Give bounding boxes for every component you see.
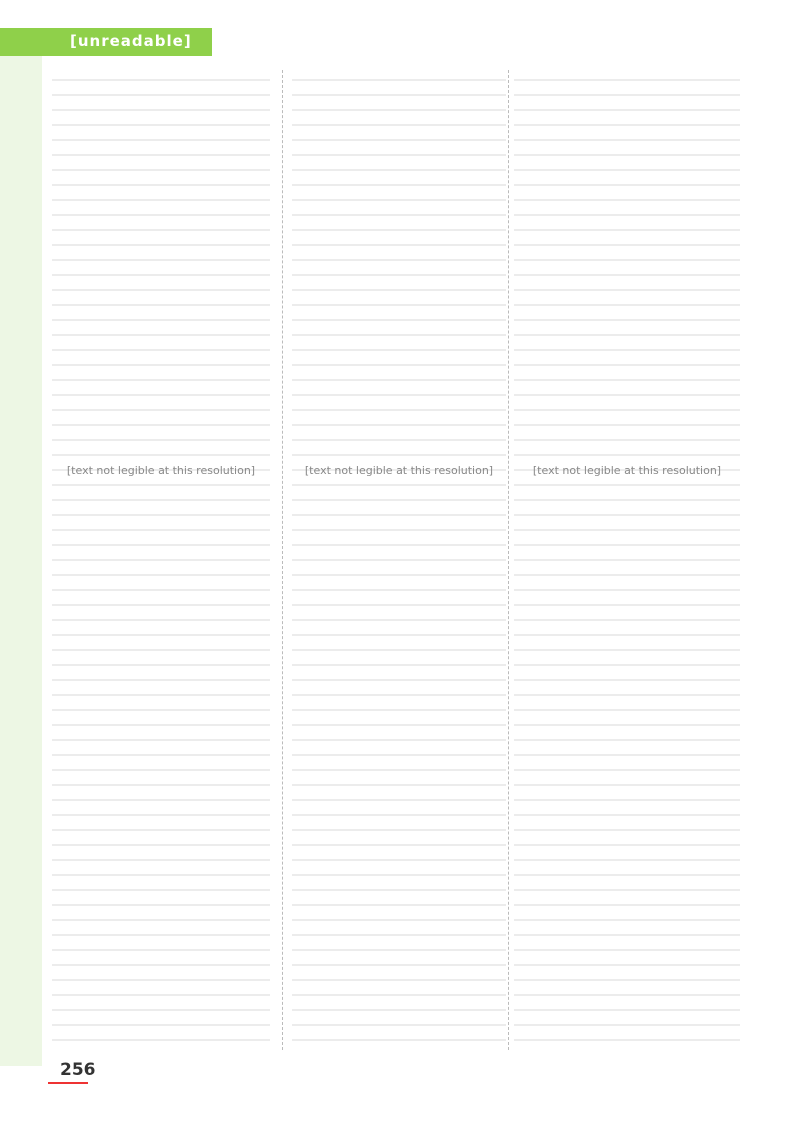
text-block: [52, 70, 270, 1050]
unreadable-note: [text not legible at this resolution]: [532, 464, 722, 477]
column-divider: [508, 70, 509, 1050]
page-number-underline: [48, 1082, 88, 1084]
text-block: [292, 70, 506, 1050]
unreadable-note: [text not legible at this resolution]: [304, 464, 494, 477]
left-margin-band: [0, 56, 42, 1066]
column-right: [514, 70, 740, 1055]
column-middle: [292, 70, 506, 1055]
column-left: [52, 70, 270, 1055]
unreadable-note: [text not legible at this resolution]: [66, 464, 256, 477]
header-title: [unreadable]: [70, 32, 192, 50]
text-block: [514, 70, 740, 1050]
column-divider: [282, 70, 283, 1050]
page-number: 256: [60, 1060, 96, 1080]
